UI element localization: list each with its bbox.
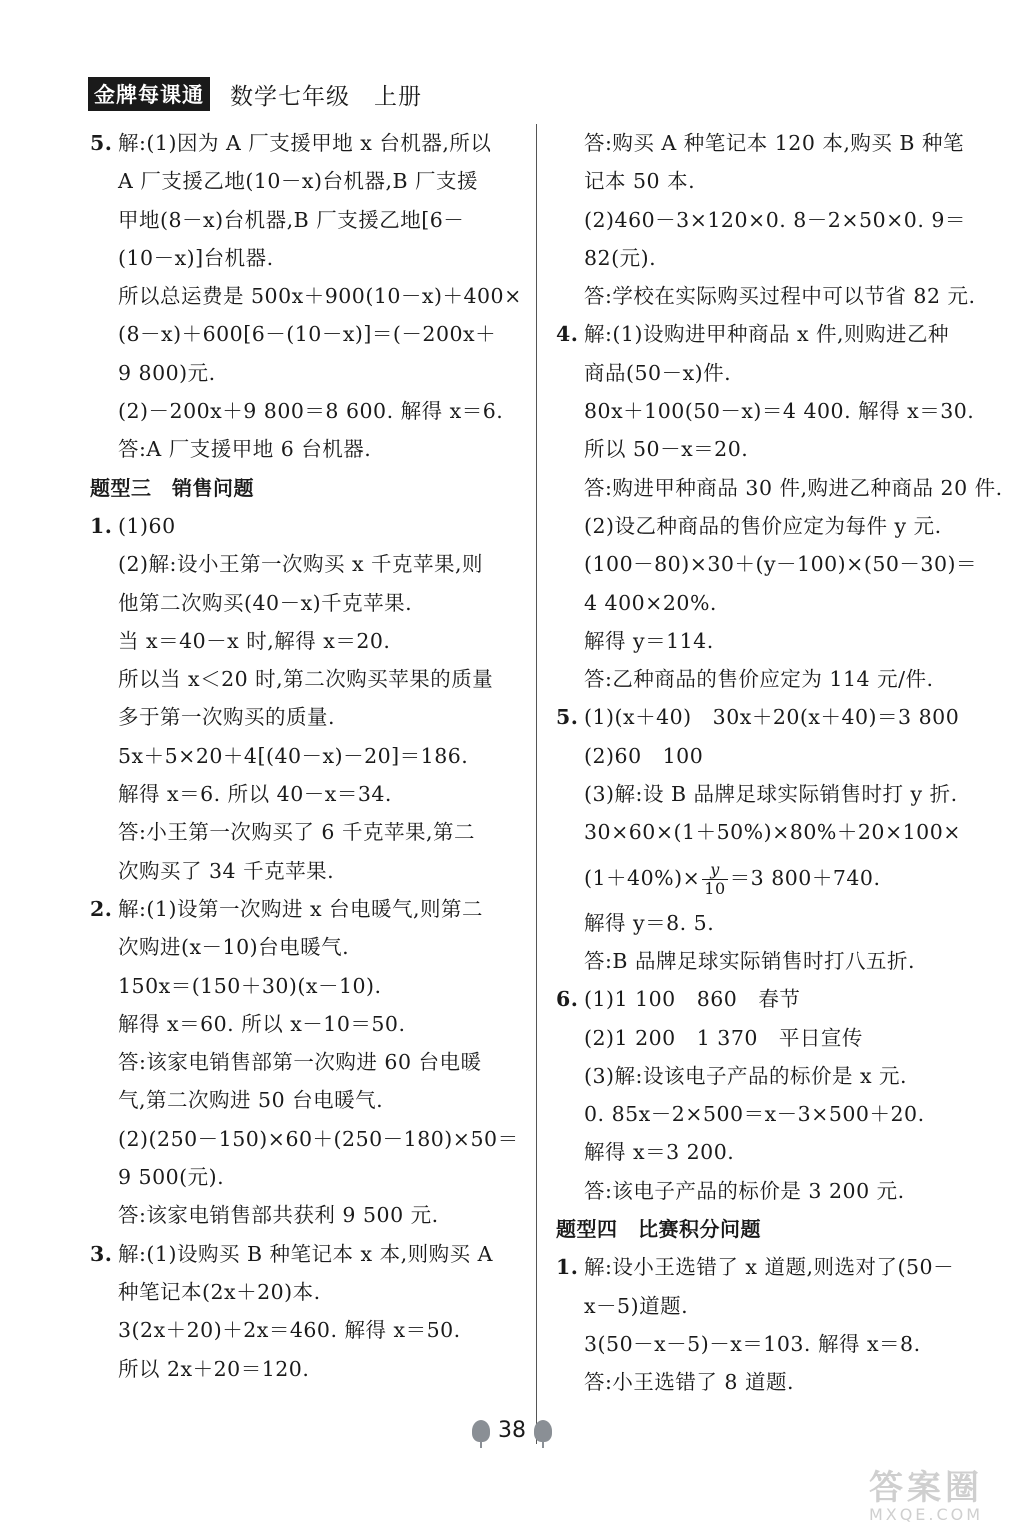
answer-line: 种笔记本(2x＋20)本. [118,1279,321,1304]
answer-line: (2)60 100 [584,743,704,768]
question-number: 4. [556,322,579,347]
tree-icon [534,1420,552,1442]
equation-text: ＝3 800＋740. [729,865,881,890]
answer-line: 他第二次购买(40－x)千克苹果. [118,590,413,615]
answer-line: 答:小王第一次购买了 6 千克苹果,第二 [118,820,475,845]
question-number: 5. [556,705,579,730]
answer-line: (2)460－3×120×0. 8－2×50×0. 9＝ [584,207,966,232]
question-line [90,124,530,162]
answer-line: 82(元). [584,245,657,270]
book-title: 数学七年级 上册 [230,83,422,110]
answer-line: 答:购买 A 种笔记本 120 本,购买 B 种笔 [584,131,965,155]
watermark-url: MXQE.COM [868,1505,984,1524]
equation-text: (1＋40%)× [584,865,701,890]
answer-line: 次购进(x－10)台电暖气. [118,935,350,960]
page-number: 38 [498,1418,526,1443]
answer-line: 所以总运费是 500x＋900(10－x)＋400× [118,284,522,309]
answer-line: 5x＋5×20＋4[(40－x)－20]＝186. [118,743,469,768]
question-number: 3. [90,1241,113,1266]
answer-line: (2)－200x＋9 800＝8 600. 解得 x＝6. [118,399,504,424]
answer-line [556,852,986,904]
answer-line: 答:购进甲种商品 30 件,购进乙种商品 20 件. [584,475,1003,500]
answer-line: 150x＝(150＋30)(x－10). [118,973,382,998]
question-line [90,507,530,545]
answer-line: 所以 2x＋20＝120. [118,1356,310,1381]
answer-line: 30×60×(1＋50%)×80%＋20×100× [584,820,961,845]
question-line [556,1248,986,1286]
question-number: 1. [556,1255,579,1280]
answer-line: 多于第一次购买的质量. [118,705,336,730]
answer-text: 解:(1)设第一次购进 x 台电暖气,则第二 [118,896,484,921]
question-line [556,980,986,1018]
section-heading: 题型三 销售问题 [90,475,254,500]
answer-line: 气,第二次购进 50 台电暖气. [118,1088,384,1113]
question-line [556,315,986,353]
answer-line: (100－80)×30＋(y－100)×(50－30)＝ [584,552,978,577]
answer-line: 次购买了 34 千克苹果. [118,858,335,883]
answer-text: (1)1 100 860 春节 [584,987,801,1012]
answer-line: 甲地(8－x)台机器,B 厂支援乙地[6－ [118,207,465,232]
question-line [556,698,986,736]
fraction [702,861,727,898]
left-column [90,124,530,1388]
section-heading: 题型四 比赛积分问题 [556,1217,761,1242]
answer-line: (2)设乙种商品的售价应定为每件 y 元. [584,513,942,538]
answer-line: (2)(250－150)×60＋(250－180)×50＝ [118,1126,519,1151]
answer-line: (3)解:设该电子产品的标价是 x 元. [584,1063,908,1088]
answer-text: 解:(1)因为 A 厂支援甲地 x 台机器,所以 [118,131,492,155]
answer-text: 解:设小王选错了 x 道题,则选对了(50－ [584,1255,955,1280]
answer-line: (10－x)]台机器. [118,245,274,270]
answer-line: 4 400×20%. [584,590,717,615]
question-number: 1. [90,513,113,538]
answer-line: 答:A 厂支援甲地 6 台机器. [118,437,372,462]
answer-line: (2)解:设小王第一次购买 x 千克苹果,则 [118,552,484,577]
answer-line: 答:小王选错了 8 道题. [584,1370,794,1395]
fraction-numerator: y [702,861,727,880]
right-column [556,124,1003,1402]
tree-icon [472,1420,490,1442]
answer-line: (2)1 200 1 370 平日宣传 [584,1025,863,1050]
answer-line: 3(50－x－5)－x＝103. 解得 x＝8. [584,1331,921,1356]
page-footer [0,1418,1024,1446]
answer-line: 9 500(元). [118,1165,225,1190]
answer-line: 答:该电子产品的标价是 3 200 元. [584,1178,905,1203]
answer-line: 9 800)元. [118,360,216,385]
answer-line: A 厂支援乙地(10－x)台机器,B 厂支援 [118,169,479,194]
answer-line: 80x＋100(50－x)＝4 400. 解得 x＝30. [584,399,975,424]
answer-line: 解得 x＝60. 所以 x－10＝50. [118,1011,406,1036]
column-divider [536,124,537,1444]
answer-line: (3)解:设 B 品牌足球实际销售时打 y 折. [584,782,958,807]
answer-line: 所以当 x＜20 时,第二次购买苹果的质量 [118,667,494,692]
answer-line: 解得 x＝6. 所以 40－x＝34. [118,782,392,807]
answer-line: 解得 y＝114. [584,628,714,653]
answer-line: 当 x＝40－x 时,解得 x＝20. [118,628,391,653]
watermark-text: 答案圈 [869,1468,983,1508]
answer-line: (8－x)＋600[6－(10－x)]＝(－200x＋ [118,322,497,347]
question-line [90,1235,530,1273]
answer-line: 答:该家电销售部第一次购进 60 台电暖 [118,1050,482,1075]
answer-text: (1)(x＋40) 30x＋20(x＋40)＝3 800 [584,705,960,730]
answer-line: 解得 x＝3 200. [584,1140,735,1165]
answer-line: 答:学校在实际购买过程中可以节省 82 元. [584,284,976,309]
answer-line: 0. 85x－2×500＝x－3×500＋20. [584,1102,925,1127]
watermark-logo [836,1470,1016,1526]
fraction-denominator: 10 [704,878,726,898]
answer-line: 3(2x＋20)＋2x＝460. 解得 x＝50. [118,1318,461,1343]
answer-line: 答:乙种商品的售价应定为 114 元/件. [584,667,934,692]
answer-text: 解:(1)设购进甲种商品 x 件,则购进乙种 [584,322,950,347]
answer-line: 记本 50 本. [584,169,696,194]
question-line [90,890,530,928]
answer-line: 商品(50－x)件. [584,360,732,385]
answer-line: x－5)道题. [584,1293,689,1318]
answer-text: 解:(1)设购买 B 种笔记本 x 本,则购买 A [118,1241,493,1266]
question-number: 5. [90,131,113,155]
question-number: 2. [90,896,113,921]
answer-line: 答:B 品牌足球实际销售时打八五折. [584,948,916,973]
page-number-group [472,1418,552,1443]
question-number: 6. [556,987,579,1012]
brand-logo: 金牌每课通 [88,77,210,111]
page-header [88,74,422,114]
answer-line: 所以 50－x＝20. [584,437,749,462]
answer-text: (1)60 [118,513,176,538]
answer-line: 答:该家电销售部共获利 9 500 元. [118,1203,439,1228]
answer-line: 解得 y＝8. 5. [584,910,715,935]
